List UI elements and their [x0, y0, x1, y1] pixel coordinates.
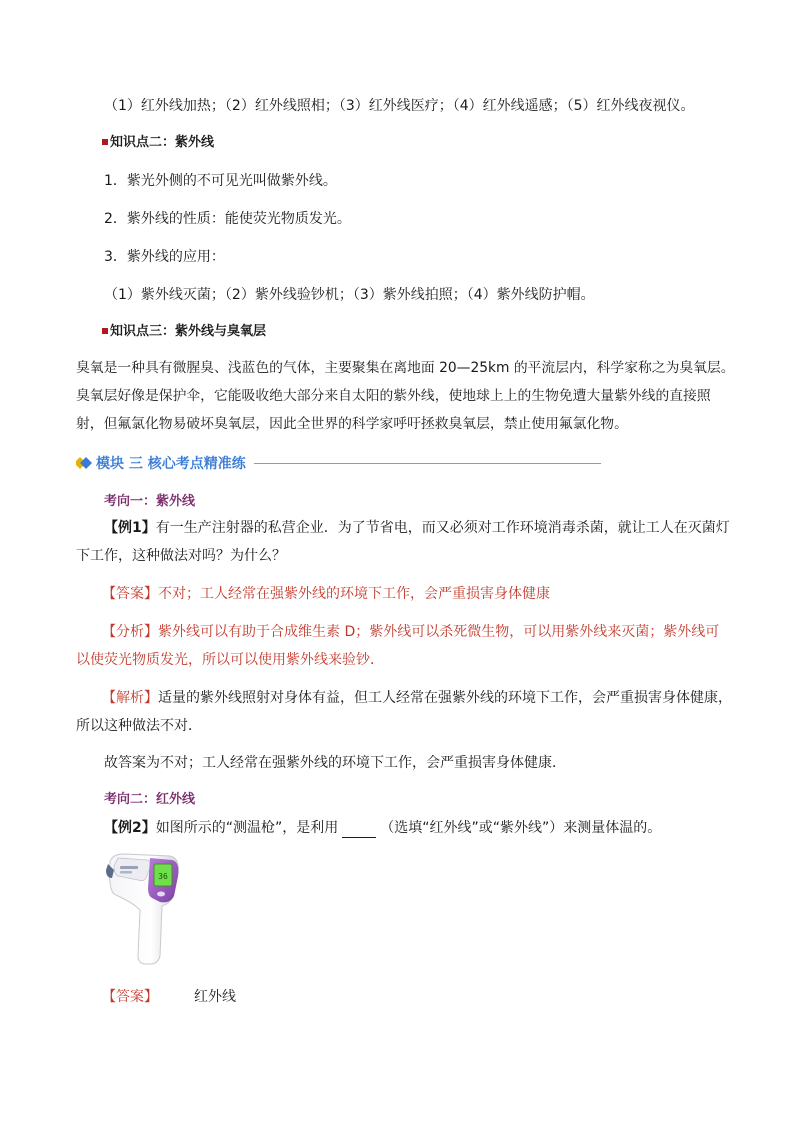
- example1-line1: [104, 518, 730, 538]
- kp2-item1: 1．紫光外侧的不可见光叫做紫外线。: [104, 173, 337, 189]
- example1-label: 【例1】: [104, 520, 156, 536]
- module-divider: [254, 463, 601, 464]
- kp2-apps: （1）紫外线灭菌；（2）紫外线验钞机；（3）紫外线拍照；（4）紫外线防护帽。: [104, 287, 595, 303]
- kp2-item3: 3．紫外线的应用：: [104, 249, 225, 265]
- answer2-text: 红外线: [194, 989, 236, 1005]
- ir-applications-line: （1）红外线加热；（2）红外线照相；（3）红外线医疗；（4）红外线遥感；（5）红外线夜视仪。: [104, 98, 695, 114]
- square-bullet-icon: [102, 328, 108, 334]
- kp2-item2: 2．紫外线的性质：能使荧光物质发光。: [104, 211, 351, 227]
- kp2-heading-text: 知识点二：紫外线: [110, 135, 215, 150]
- square-bullet-icon: [102, 139, 108, 145]
- example1-text1: 有一生产注射器的私营企业．为了节省电，而又必须对工作环境消毒杀菌，就让工人在灭菌灯: [155, 520, 730, 536]
- analysis1-text1: 紫外线可以有助于合成维生素 D；紫外线可以杀死微生物，可以用紫外线来灭菌；紫外线可: [158, 624, 720, 640]
- kp3-heading-text: 知识点三：紫外线与臭氧层: [110, 324, 267, 339]
- double-diamond-icon: [76, 455, 92, 471]
- answer1: [102, 584, 550, 604]
- solution1-text1: 适量的紫外线照射对身体有益，但工人经常在强紫外线的环境下工作，会严重损害身体健康，: [158, 690, 732, 706]
- answer2: [102, 987, 236, 1007]
- analysis1-label: 【分析】: [102, 624, 158, 640]
- kp3-line2: 臭氧层好像是保护伞，它能吸收绝大部分来自太阳的紫外线，使地球上上的生物免遭大量紫外线的直接照: [76, 388, 711, 404]
- topic2-heading: 考向二：红外线: [104, 792, 196, 807]
- kp3-line3: 射，但氟氯化物易破坏臭氧层，因此全世界的科学家呼吁拯救臭氧层，禁止使用氟氯化物。: [76, 416, 628, 432]
- solution1-label: 【解析】: [102, 690, 158, 706]
- example2-text-after: （选填“红外线”或“紫外线”）来测量体温的。: [380, 820, 662, 836]
- analysis1-line2: 以使荧光物质发光，所以可以使用紫外线来验钞．: [76, 652, 384, 668]
- example2-label: 【例2】: [104, 820, 156, 836]
- example1-line2: 下工作，这种做法对吗？为什么？: [76, 548, 286, 564]
- answer-blank: [342, 823, 376, 838]
- example2-text-before: 如图所示的“测温枪”，是利用: [155, 820, 339, 836]
- module-banner: [76, 452, 601, 474]
- module-title: 模块 三 核心考点精准练: [96, 456, 246, 472]
- answer1-text: 不对；工人经常在强紫外线的环境下工作，会严重损害身体健康: [158, 586, 550, 602]
- example2-line: [104, 818, 661, 838]
- kp2-heading: [102, 133, 214, 153]
- conclusion1: 故答案为不对；工人经常在强紫外线的环境下工作，会严重损害身体健康．: [104, 755, 566, 771]
- answer1-label: 【答案】: [102, 586, 158, 602]
- solution1-line1: [102, 688, 732, 708]
- svg-text:36: 36: [158, 872, 168, 881]
- thermometer-gun-icon: [104, 848, 186, 966]
- kp3-line1: 臭氧是一种具有微腥臭、浅蓝色的气体，主要聚集在离地面 20—25km 的平流层内，科学家称之为臭氧层。: [76, 360, 735, 376]
- solution1-line2: 所以这种做法不对．: [76, 718, 202, 734]
- analysis1-line1: [102, 622, 719, 642]
- answer2-label: 【答案】: [102, 989, 158, 1005]
- topic1-heading: 考向一：紫外线: [104, 494, 196, 509]
- kp3-heading: [102, 322, 266, 342]
